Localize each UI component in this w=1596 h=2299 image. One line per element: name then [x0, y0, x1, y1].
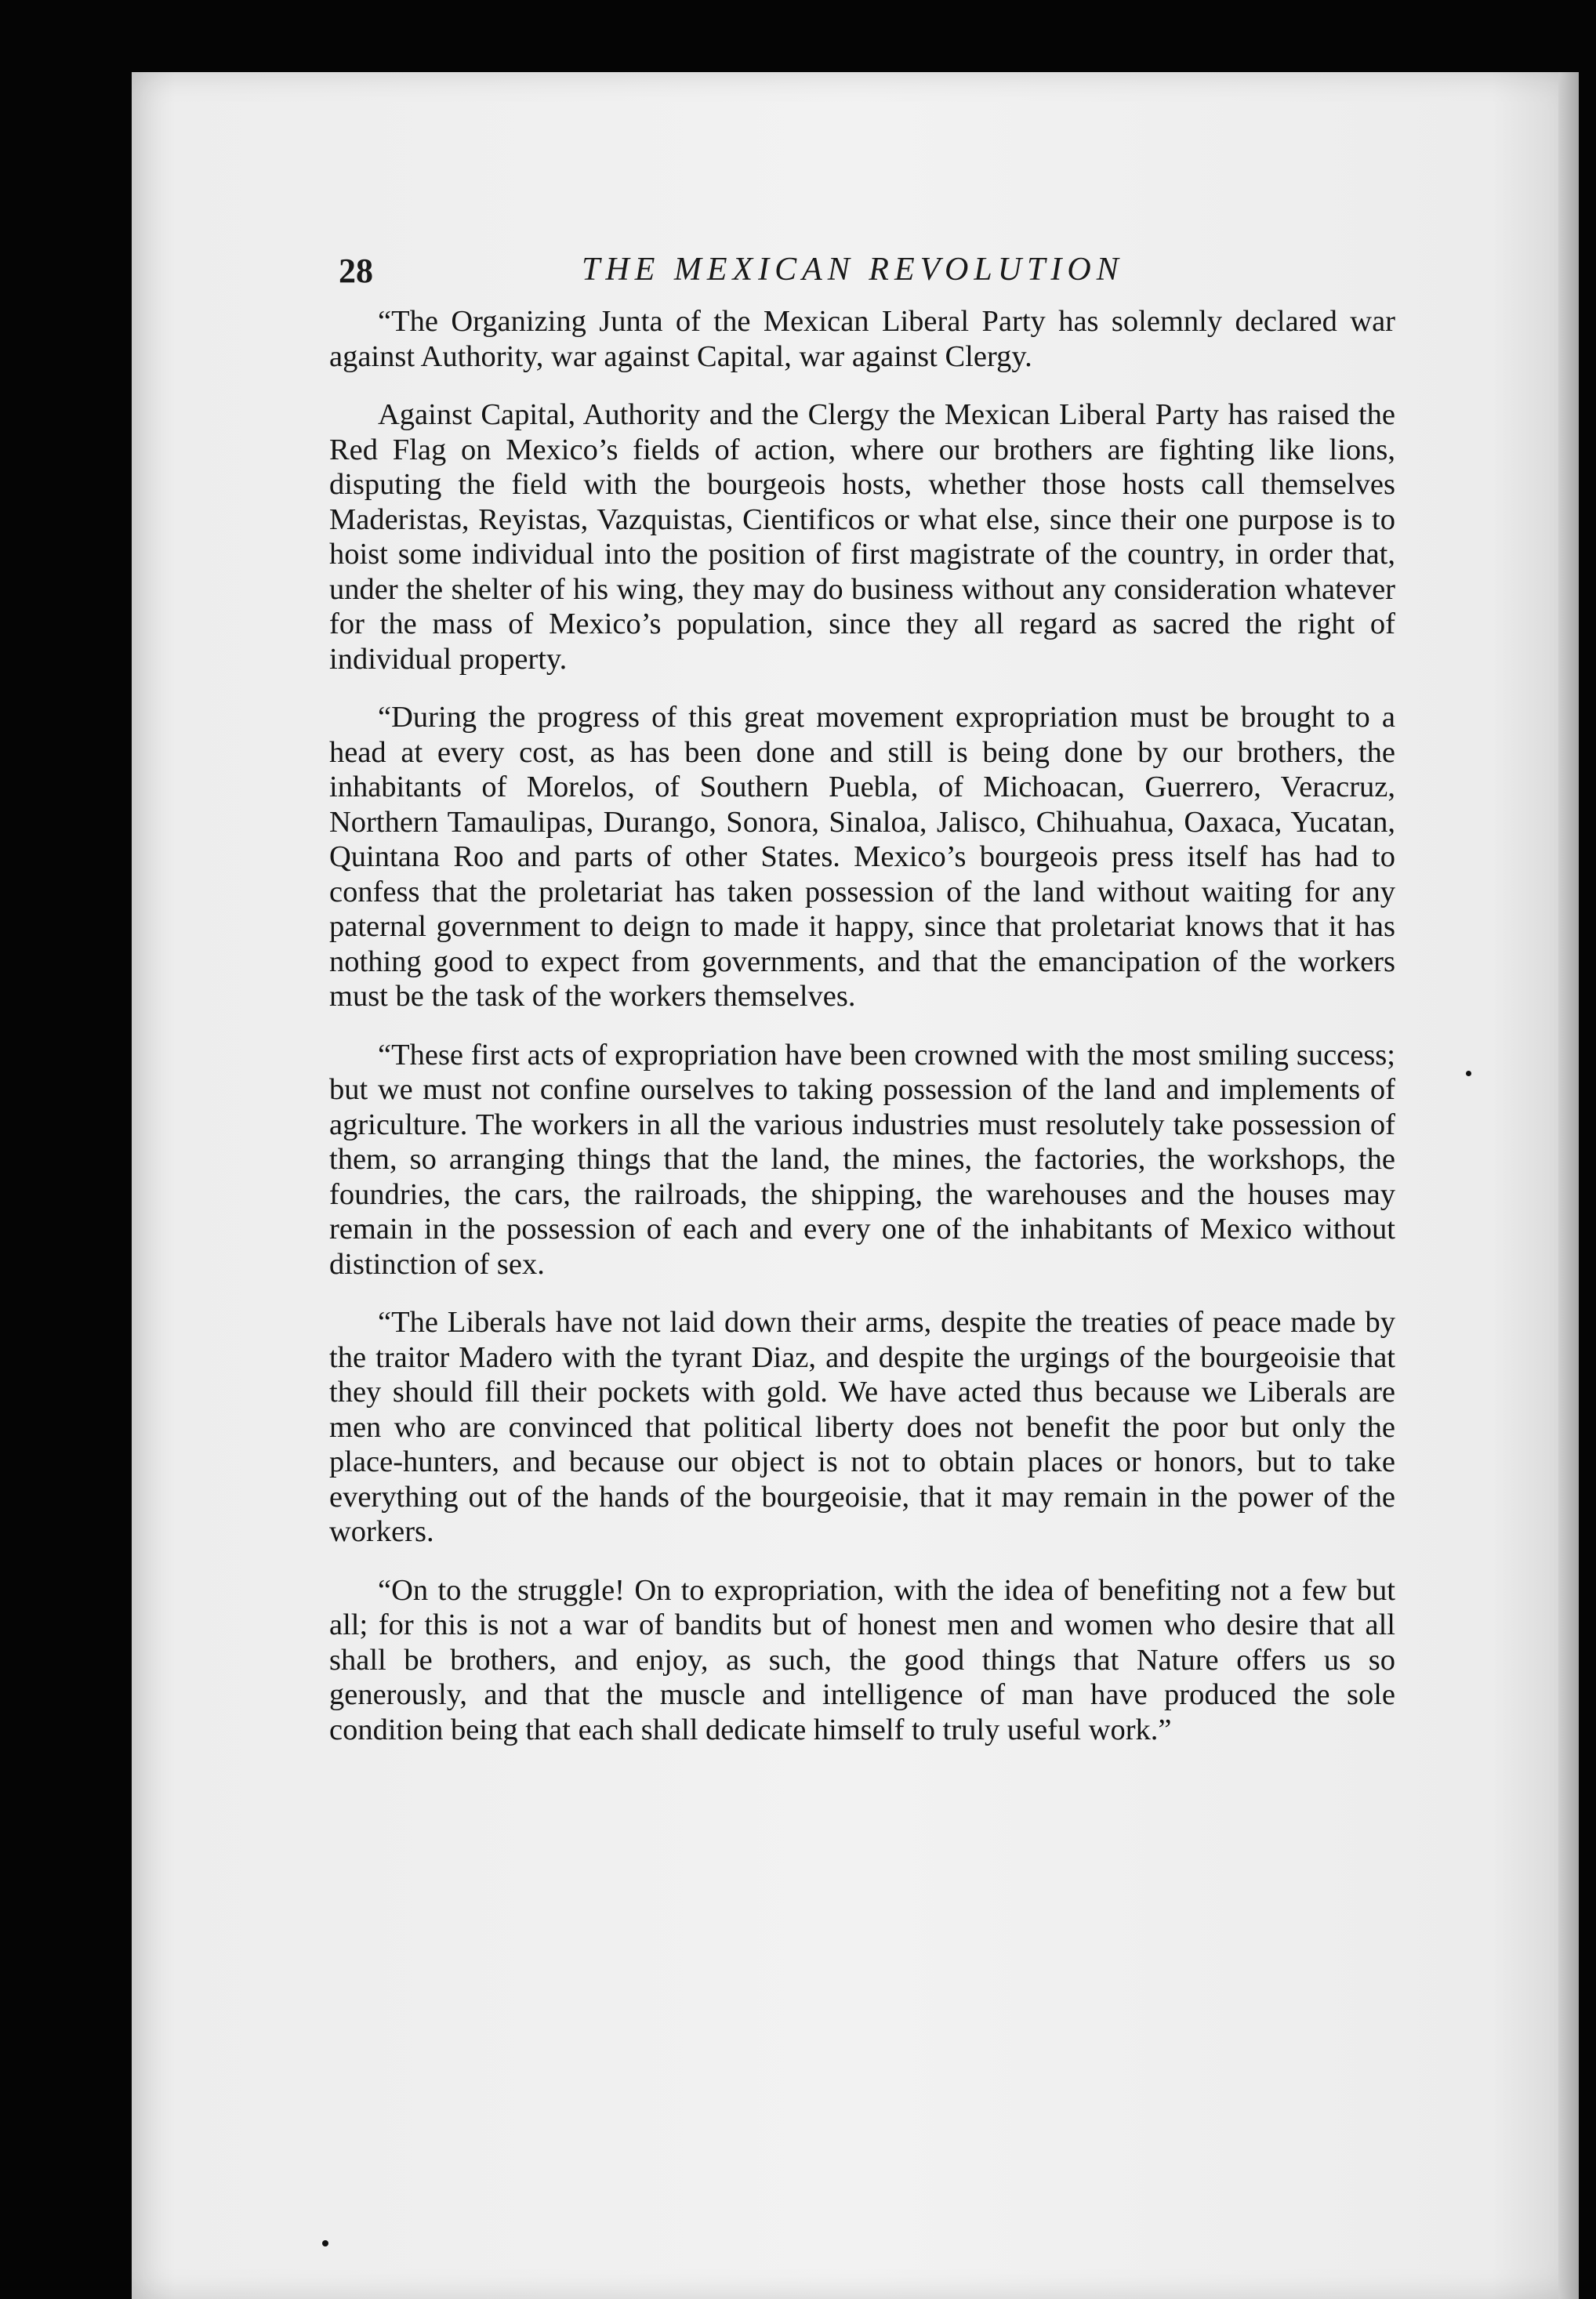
paragraph: “These first acts of expropriation have been crowned with the most smiling success; but we must not confine ourselves to taking possession of the land and implements of agriculture. The workers in all the various industries must resolutely take possession of them, so arranging things that the land, the mines, the factories, the workshops, the foundries, the cars, the railroads, the shipping, the warehouses and the houses may remain in the possession of each and every one of the inhabitants of Mexico without distinction of sex.	[329, 1038, 1395, 1281]
page-body	[329, 304, 1395, 1771]
page-edge	[1558, 72, 1579, 2299]
scan-speck	[322, 2240, 328, 2246]
paragraph: “During the progress of this great movement expropriation must be brought to a head at every cost, as has been done and still is being done by our brothers, the inhabitants of Morelos, of Southern Puebla, of Michoacan, Guerrero, Veracruz, Northern Tamaulipas, Durango, Sonora, Sinaloa, Jalisco, Chihuahua, Oaxaca, Yucatan, Quintana Roo and parts of other States. Mexico’s bourgeois press itself has had to confess that the proletariat has taken possession of the land without waiting for any paternal government to deign to made it happy, since that proletariat knows that it has nothing good to expect from governments, and that the emancipation of the workers must be the task of the workers themselves.	[329, 701, 1395, 1013]
paragraph: Against Capital, Authority and the Clergy the Mexican Liberal Party has raised the Red Flag on Mexico’s fields of action, where our brothers are fighting like lions, disputing the field with the bourgeois hosts, whether those hosts call themselves Maderistas, Reyistas, Vazquistas, Cientificos or what else, since their one purpose is to hoist some individual into the position of first magistrate of the country, in order that, under the shelter of his wing, they may do business without any consideration whatever for the mass of Mexico’s population, since they all regard as sacred the right of individual property.	[329, 398, 1395, 676]
scan-speck	[1466, 1071, 1471, 1076]
page-header	[339, 251, 1389, 298]
page-number: 28	[339, 252, 373, 290]
paragraph: “On to the struggle! On to expropriation, with the idea of benefiting not a few but all; for this is not a war of bandits but of honest men and women who desire that all shall be brothers, and enjoy, as such, the good things that Nature offers us so generously, and that the muscle and intelligence of man have produced the sole condition being that each shall dedicate himself to truly useful work.”	[329, 1573, 1395, 1746]
paragraph: “The Liberals have not laid down their arms, despite the treaties of peace made by the traitor Madero with the tyrant Diaz, and despite the urgings of the bourgeoisie that they should fill their pockets with gold. We have acted thus because we Liberals are men who are convinced that political liberty does not benefit the poor but only the place-hunters, and because our object is not to obtain places or honors, but to take everything out of the hands of the bourgeoisie, that it may remain in the power of the workers.	[329, 1306, 1395, 1548]
running-title: THE MEXICAN REVOLUTION	[582, 252, 1124, 288]
paragraph: “The Organizing Junta of the Mexican Liberal Party has solemnly declared war against Authority, war against Capital, war against Clergy.	[329, 305, 1395, 373]
